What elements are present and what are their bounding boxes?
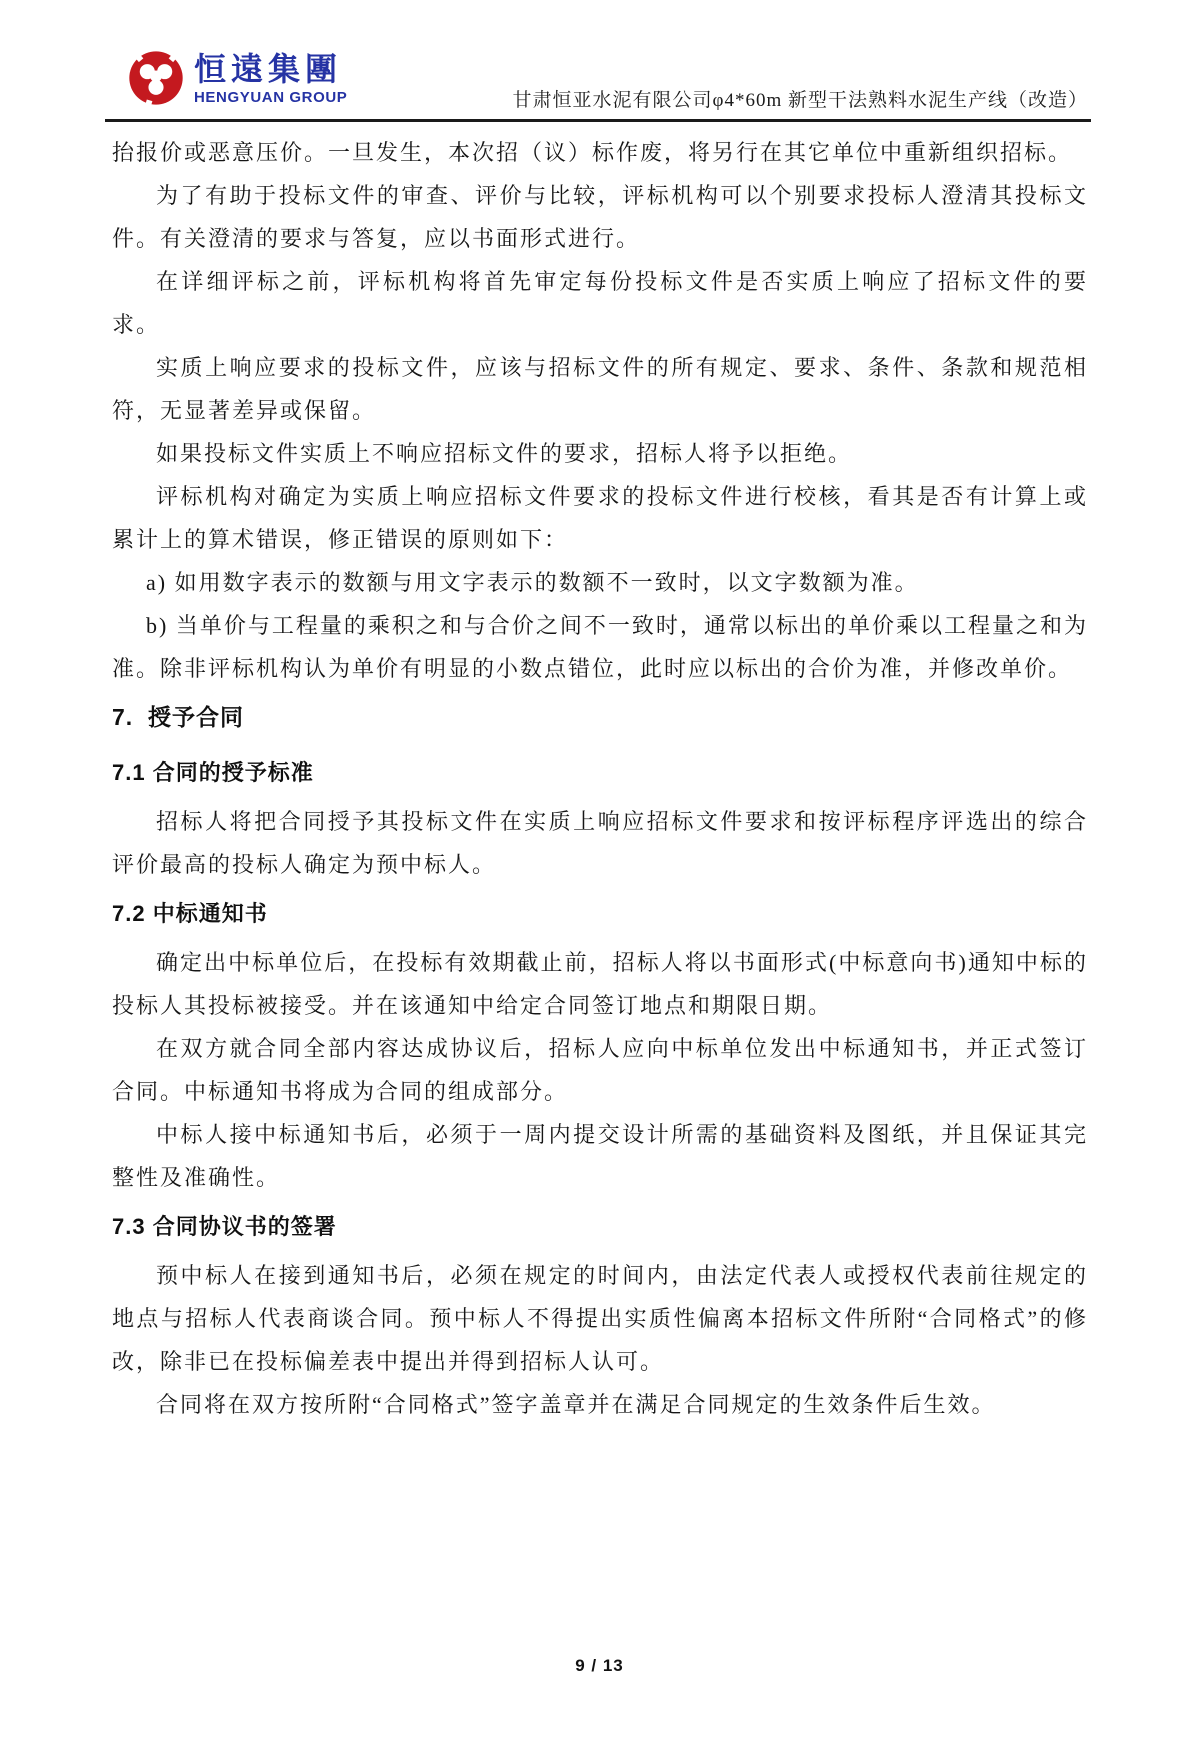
document-paragraph: 评标机构对确定为实质上响应招标文件要求的投标文件进行校核，看其是否有计算上或累计上的算术错误，修正错误的原则如下： — [112, 484, 1088, 552]
document-paragraph: 为了有助于投标文件的审查、评价与比较，评标机构可以个别要求投标人澄清其投标文件。有关澄清的要求与答复，应以书面形式进行。 — [112, 183, 1088, 251]
subsection-heading: 7.3 合同协议书的签署 — [112, 1214, 337, 1239]
document-header-title: 甘肃恒亚水泥有限公司φ4*60m 新型干法熟料水泥生产线（改造） — [512, 90, 1088, 111]
hengyuan-emblem-icon — [127, 49, 185, 107]
document-paragraph: 确定出中标单位后，在投标有效期截止前，招标人将以书面形式(中标意向书)通知中标的投标人其投标被接受。并在该通知中给定合同签订地点和期限日期。 — [112, 950, 1088, 1018]
document-paragraph: 如果投标文件实质上不响应招标文件的要求，招标人将予以拒绝。 — [156, 441, 853, 466]
page-footer — [0, 1656, 1199, 1676]
section-heading: 7. 授予合同 — [112, 704, 244, 730]
list-item: a) 如用数字表示的数额与用文字表示的数额不一致时，以文字数额为准。 — [146, 570, 919, 595]
document-paragraph: 在详细评标之前，评标机构将首先审定每份投标文件是否实质上响应了招标文件的要求。 — [112, 269, 1088, 337]
page-number: 9 / 13 — [575, 1656, 624, 1675]
document-body — [112, 131, 1088, 1426]
document-paragraph: 实质上响应要求的投标文件，应该与招标文件的所有规定、要求、条件、条款和规范相符，无显著差异或保留。 — [112, 355, 1088, 423]
logo-english-name: HENGYUAN GROUP — [194, 89, 348, 106]
logo-text — [194, 49, 347, 106]
hengyuan-logo — [127, 49, 347, 107]
document-paragraph: 中标人接中标通知书后，必须于一周内提交设计所需的基础资料及图纸，并且保证其完整性及准确性。 — [112, 1122, 1088, 1190]
document-paragraph: 招标人将把合同授予其投标文件在实质上响应招标文件要求和按评标程序评选出的综合评价最高的投标人确定为预中标人。 — [112, 809, 1088, 877]
document-paragraph: 在双方就合同全部内容达成协议后，招标人应向中标单位发出中标通知书，并正式签订合同。中标通知书将成为合同的组成部分。 — [112, 1036, 1088, 1104]
document-paragraph: 抬报价或恶意压价。一旦发生，本次招（议）标作废，将另行在其它单位中重新组织招标。 — [112, 140, 1073, 165]
list-item: b) 当单价与工程量的乘积之和与合价之间不一致时，通常以标出的单价乘以工程量之和为准。除非评标机构认为单价有明显的小数点错位，此时应以标出的合价为准，并修改单价。 — [112, 613, 1088, 681]
subsection-heading: 7.1 合同的授予标准 — [112, 760, 314, 785]
subsection-heading: 7.2 中标通知书 — [112, 901, 268, 926]
header-divider — [105, 119, 1091, 122]
document-paragraph: 合同将在双方按所附“合同格式”签字盖章并在满足合同规定的生效条件后生效。 — [156, 1392, 996, 1417]
document-paragraph: 预中标人在接到通知书后，必须在规定的时间内，由法定代表人或授权代表前往规定的地点与招标人代表商谈合同。预中标人不得提出实质性偏离本招标文件所附“合同格式”的修改，除非已在投标偏差表中提出并得到招标人认可。 — [112, 1263, 1088, 1374]
logo-chinese-name: 恒遠集團 — [194, 51, 343, 87]
